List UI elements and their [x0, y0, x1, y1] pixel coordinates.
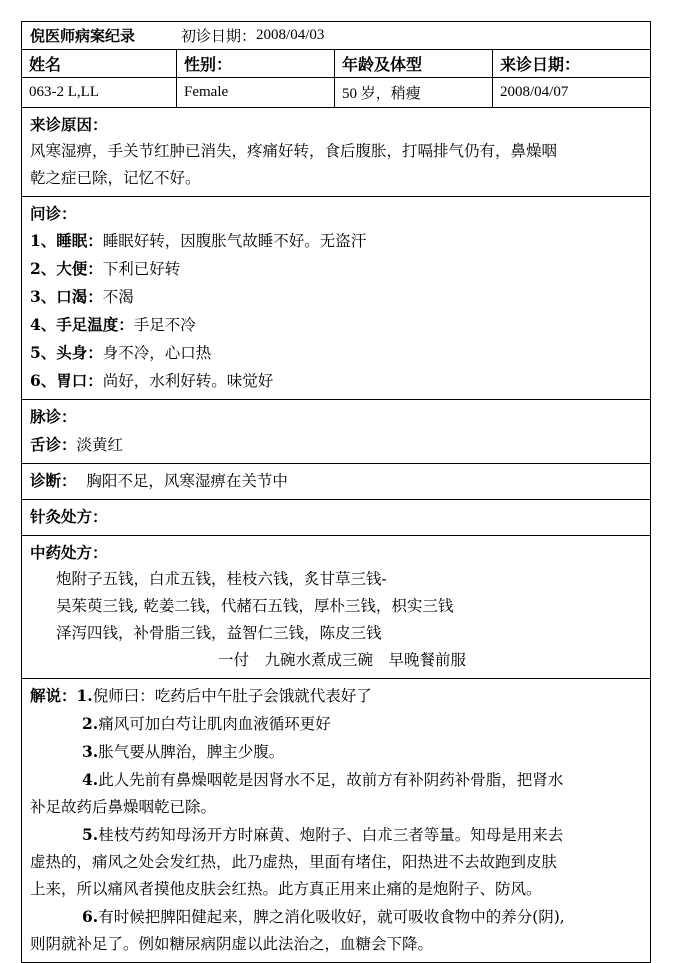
pulse-tongue-section — [22, 400, 650, 464]
inquiry-item-text: 下利已好转 — [102, 260, 181, 278]
inquiry-label: 问诊： — [30, 204, 77, 223]
inquiry-section — [22, 197, 650, 400]
diagnosis-line — [30, 467, 642, 495]
reason-line: 风寒湿痹，手关节红肿已消失，疼痛好转，食后腹胀，打嗝排气仍有，鼻燥咽 — [30, 142, 558, 160]
explanation-continuation: 虚热的，痛风之处会发红热，此乃虚热，里面有堵住，阳热进不去故跑到皮肤 — [30, 853, 558, 871]
header-name: 姓名 — [22, 50, 177, 77]
diagnosis-section — [22, 464, 650, 500]
pulse-diagnosis — [30, 403, 642, 431]
record-title: 倪医师病案纪录 — [30, 27, 136, 45]
header-age-build: 年龄及体型 — [335, 50, 493, 77]
acupuncture-section — [22, 500, 650, 536]
inquiry-item-appetite — [30, 367, 642, 395]
inquiry-item-text: 手足不冷 — [133, 316, 196, 334]
herbal-line: 炮附子五钱，白朮五钱，桂枝六钱，炙甘草三钱- — [56, 570, 387, 588]
tongue-text: 淡黄红 — [76, 436, 124, 454]
patient-header-row — [22, 50, 650, 78]
first-visit-date: 2008/04/03 — [256, 27, 325, 43]
explanation-point-1 — [30, 682, 642, 710]
diagnosis-label: 诊断： — [30, 471, 77, 490]
inquiry-item-text: 身不冷，心口热 — [102, 344, 212, 362]
herbal-label: 中药处方： — [30, 543, 108, 562]
explanation-point-3 — [30, 738, 642, 766]
inquiry-item-stool — [30, 255, 642, 283]
point-number: 4. — [82, 770, 99, 789]
patient-age-build: 50 岁，稍瘦 — [335, 78, 493, 107]
title-row — [22, 22, 650, 50]
first-visit-label: 初诊日期： — [181, 27, 257, 45]
reason-section — [22, 108, 650, 197]
point-text: 桂枝芍药知母汤开方时麻黄、炮附子、白朮三者等量。知母是用来去 — [98, 826, 564, 844]
point-number: 1. — [76, 686, 93, 705]
inquiry-item-label: 1、睡眠： — [30, 231, 103, 250]
herbal-line: 泽泻四钱，补骨脂三钱，益智仁三钱，陈皮三钱 — [56, 624, 382, 642]
patient-id: 063-2 L,LL — [22, 78, 177, 107]
inquiry-item-label: 3、口渴： — [30, 287, 103, 306]
herbal-line: 吴茱萸三钱, 乾姜二钱，代赭石五钱，厚朴三钱，枳实三钱 — [56, 597, 454, 615]
point-text: 胀气要从脾治，脾主少腹。 — [98, 743, 285, 761]
explanation-point-5 — [30, 821, 642, 849]
point-text: 有时候把脾阳健起来，脾之消化吸收好，就可吸收食物中的养分(阴), — [98, 908, 565, 926]
acupuncture-label: 针灸处方： — [30, 507, 108, 526]
acupuncture-line — [30, 503, 642, 531]
inquiry-item-label: 6、胃口： — [30, 371, 103, 390]
point-number: 5. — [82, 825, 99, 844]
point-number: 3. — [82, 742, 99, 761]
patient-value-row — [22, 78, 650, 108]
inquiry-item-text: 睡眠好转，因腹胀气故睡不好。无盗汗 — [102, 232, 367, 250]
point-text: 痛风可加白芍让肌肉血液循环更好 — [98, 715, 331, 733]
explanation-continuation: 上来，所以痛风者摸他皮肤会红热。此方真正用来止痛的是炮附子、防风。 — [30, 880, 542, 898]
case-record-document — [21, 21, 651, 963]
explanation-point-4 — [30, 766, 642, 794]
patient-sex: Female — [177, 78, 335, 107]
tongue-diagnosis — [30, 431, 642, 459]
inquiry-item-thirst — [30, 283, 642, 311]
herbal-section — [22, 536, 650, 679]
inquiry-item-limb-temperature — [30, 311, 642, 339]
inquiry-item-label: 4、手足温度： — [30, 315, 134, 334]
inquiry-item-head-body — [30, 339, 642, 367]
inquiry-item-label: 2、大便： — [30, 259, 103, 278]
header-sex: 性别： — [177, 50, 335, 77]
inquiry-item-sleep — [30, 227, 642, 255]
tongue-label: 舌诊： — [30, 435, 77, 454]
diagnosis-text: 胸阳不足，风寒湿痹在关节中 — [86, 472, 288, 490]
reason-line: 乾之症已除，记忆不好。 — [30, 169, 201, 187]
inquiry-item-label: 5、头身： — [30, 343, 103, 362]
explanation-point-6 — [30, 903, 642, 931]
point-number: 6. — [82, 907, 99, 926]
visit-date: 2008/04/07 — [500, 84, 569, 100]
header-visit-date: 来诊日期： — [500, 55, 581, 74]
explanation-label: 解说： — [30, 686, 77, 705]
dosage-note: 一付 九碗水煮成三碗 早晚餐前服 — [218, 651, 467, 669]
point-number: 2. — [82, 714, 99, 733]
explanation-section — [22, 679, 650, 962]
point-text: 此人先前有鼻燥咽乾是因肾水不足，故前方有补阴药补骨脂，把肾水 — [98, 771, 564, 789]
point-text: 倪师曰：吃药后中午肚子会饿就代表好了 — [92, 687, 372, 705]
explanation-continuation: 补足故药后鼻燥咽乾已除。 — [30, 798, 217, 816]
explanation-continuation: 则阴就补足了。例如糖尿病阴虚以此法治之，血糖会下降。 — [30, 935, 434, 953]
inquiry-item-text: 不渴 — [102, 288, 134, 306]
pulse-label: 脉诊： — [30, 407, 77, 426]
inquiry-item-text: 尚好，水利好转。味觉好 — [102, 372, 274, 390]
reason-label: 来诊原因： — [30, 115, 108, 134]
explanation-point-2 — [30, 710, 642, 738]
